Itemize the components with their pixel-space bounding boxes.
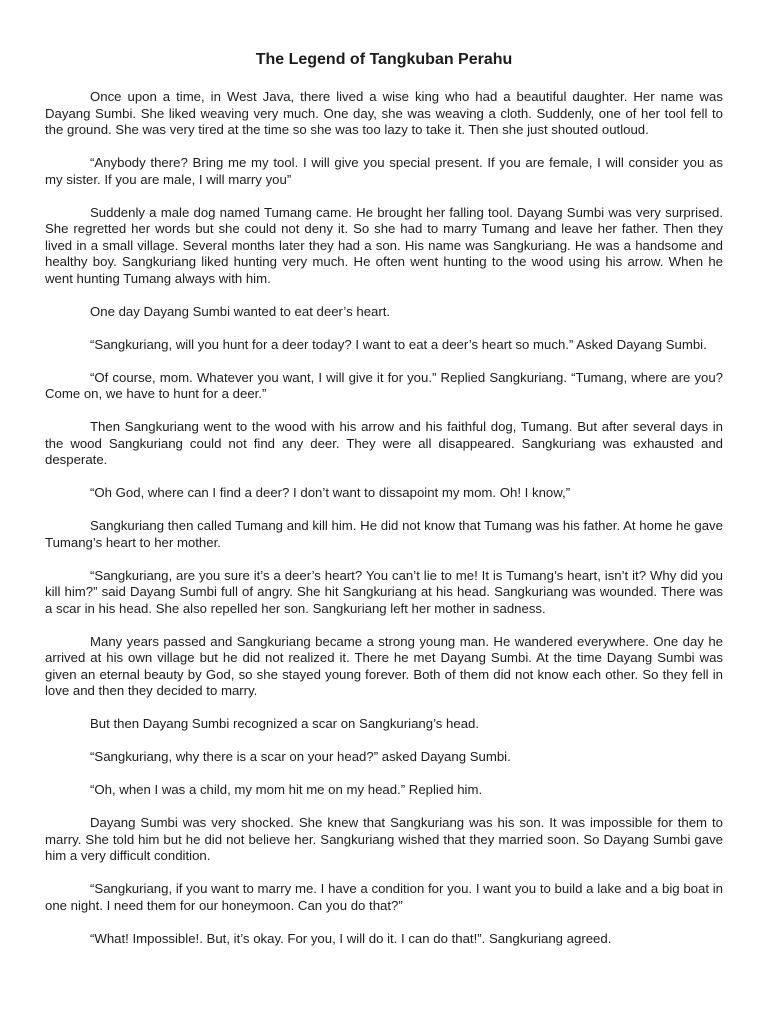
document-title: The Legend of Tangkuban Perahu xyxy=(255,51,513,68)
paragraph-16: “Sangkuriang, if you want to marry me. I have a condition for you. I want you to build a lake and a big boat in one night. I need them for our honeymoon. Can you do that?” xyxy=(45,881,723,913)
paragraph-7: Then Sangkuriang went to the wood with his arrow and his faithful dog, Tumang. But after several days in the wood Sangkuriang could not find any deer. They were all disappeared. Sangkuriang was exhausted and desperate. xyxy=(45,419,723,467)
paragraph-14: “Oh, when I was a child, my mom hit me on my head.” Replied him. xyxy=(90,782,483,797)
paragraph-5: “Sangkuriang, will you hunt for a deer today? I want to eat a deer’s heart so much.” Asked Dayang Sumbi. xyxy=(90,336,707,352)
paragraph-4: One day Dayang Sumbi wanted to eat deer’s heart. xyxy=(90,303,391,319)
paragraph-8: “Oh God, where can I find a deer? I don’t want to dissapoint my mom. Oh! I know,” xyxy=(90,485,571,500)
paragraph-12: But then Dayang Sumbi recognized a scar on Sangkuriang’s head. xyxy=(90,716,480,731)
paragraph-6: “Of course, mom. Whatever you want, I will give it for you.” Replied Sangkuriang. “Tumang, where are you? Come on, we have to hunt for a deer.” xyxy=(45,369,723,401)
paragraph-17: “What! Impossible!. But, it’s okay. For you, I will do it. I can do that!”. Sangkuriang agreed. xyxy=(90,930,612,946)
paragraph-11: Many years passed and Sangkuriang became a strong young man. He wandered everywhere. One day he arrived at his own village but he did not realized it. There he met Dayang Sumbi. At the time Dayang Sumbi was given an eternal beauty by God, so she stayed young forever. Both of them did not know each other. So they fell in love and then they decided to marry. xyxy=(45,633,723,698)
paragraph-3: Suddenly a male dog named Tumang came. He brought her falling tool. Dayang Sumbi was very surprised. She regretted her words but she could not deny it. So she had to marry Tumang and leave her father. Then they lived in a small village. Several months later they had a son. His name was Sangkuriang. He was a handsome and healthy boy. Sangkuriang liked hunting very much. He often went hunting to the wood using his arrow. When he went hunting Tumang always with him. xyxy=(45,204,723,286)
paragraph-13: “Sangkuriang, why there is a scar on your head?” asked Dayang Sumbi. xyxy=(90,749,511,764)
paragraph-1: Once upon a time, in West Java, there lived a wise king who had a beautiful daughter. Her name was Dayang Sumbi. She liked weaving very much. One day, she was weaving a cloth. Suddenly, one of her tool fell to the ground. She was very tired at the time so she was too lazy to take it. Then she just shouted outloud. xyxy=(45,89,723,137)
paragraph-2: “Anybody there? Bring me my tool. I will give you special present. If you are female, I will consider you as my sister. If you are male, I will marry you” xyxy=(45,155,723,187)
paragraph-9: Sangkuriang then called Tumang and kill him. He did not know that Tumang was his father. At home he gave Tumang’s heart to her mother. xyxy=(45,518,723,550)
paragraph-10: “Sangkuriang, are you sure it’s a deer’s heart? You can’t lie to me! It is Tumang’s heart, isn’t it? Why did you kill him?” said Dayang Sumbi full of angry. She hit Sangkuriang at his head. Sangkuriang was wounded. There was a scar in his head. She also repelled her son. Sangkuriang left her mother in sadness. xyxy=(45,567,723,616)
paragraph-15: Dayang Sumbi was very shocked. She knew that Sangkuriang was his son. It was impossible for them to marry. She told him but he did not believe her. Sangkuriang wished that they married soon. So Dayang Sumbi gave him a very difficult condition. xyxy=(45,815,723,863)
